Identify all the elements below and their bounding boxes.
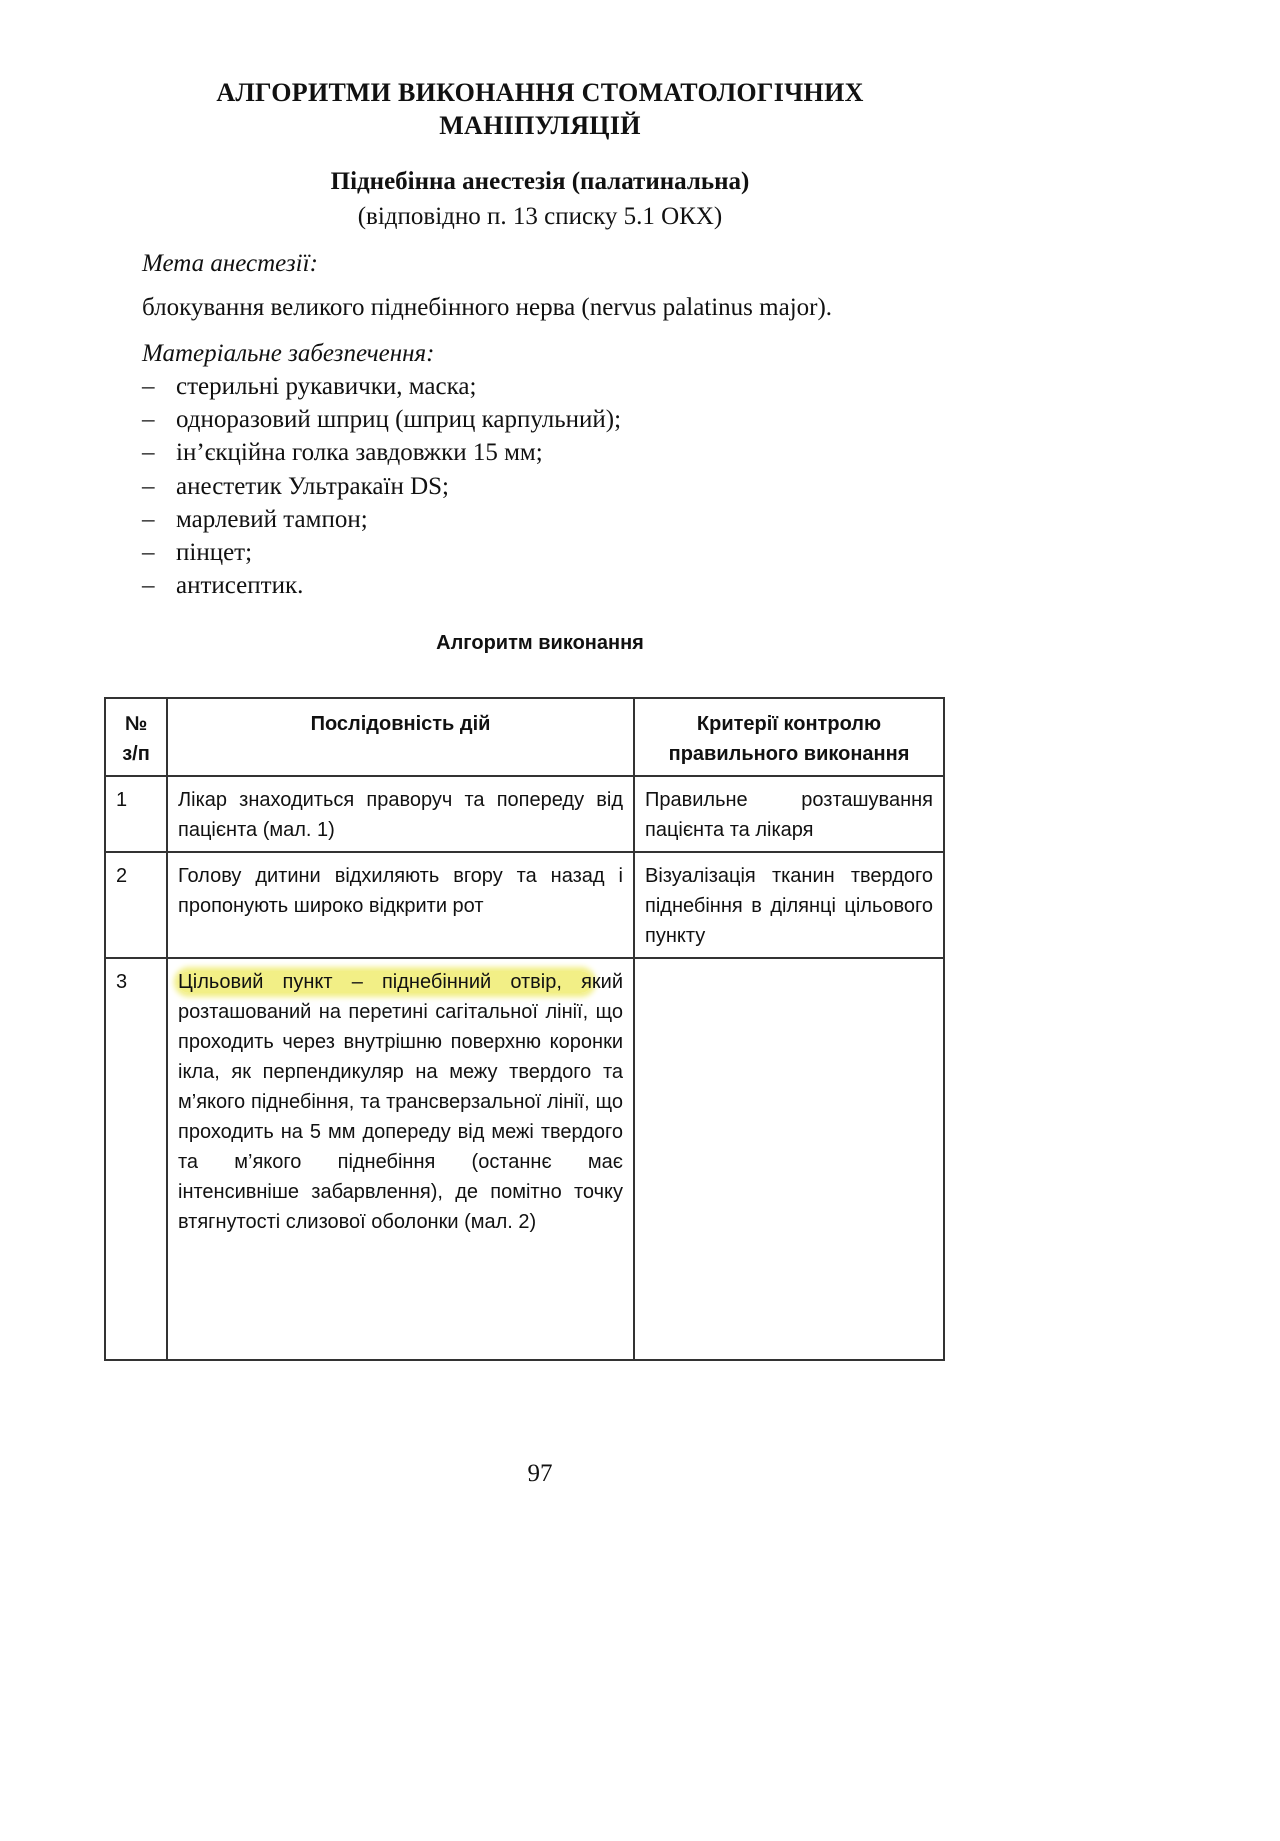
row-step: Голову дитини відхиляють вгору та назад і пропонують широко відкрити рот: [167, 852, 634, 958]
list-item: [142, 372, 621, 405]
row-step-rest: кий розташований на перетині сагітальної лінії, що проходить через внутрішню поверхню коронки ікла, як перпендикуляр на межу твердого та м’якого піднебіння, та трансверзальної лінії, що проходить на 5 мм допереду від межі твердого та м’якого піднебіння (останнє має інтенсивніше забарвлення), де помітно точку втягнутості слизової оболонки (мал. 2): [178, 971, 623, 1233]
list-item-text: марлевий тампон;: [176, 505, 368, 533]
header-criteria: Критерії контролю правильного виконання: [634, 698, 944, 776]
list-dash: –: [142, 406, 155, 434]
table-header-row: [105, 698, 944, 776]
row-step: [167, 958, 634, 1360]
row-criteria: [634, 958, 944, 1360]
list-item: [142, 505, 621, 538]
row-num: 1: [105, 776, 167, 852]
list-item: [142, 438, 621, 471]
page-title-line-2: МАНІПУЛЯЦІЙ: [439, 111, 641, 140]
goal-label: Мета анестезії:: [142, 250, 318, 277]
list-dash: –: [142, 439, 155, 467]
row-criteria: Правильне розташування пацієнта та лікаря: [634, 776, 944, 852]
goal-text: блокування великого піднебінного нерва (nervus palatinus major).: [142, 294, 833, 321]
list-item-text: одноразовий шприц (шприц карпульний);: [176, 406, 622, 434]
table-row: [105, 852, 944, 958]
list-item: [142, 538, 621, 571]
section-subtitle: Піднебінна анестезія (палатинальна): [330, 168, 750, 195]
reference-note: (відповідно п. 13 списку 5.1 ОКХ): [357, 203, 723, 230]
list-dash: –: [142, 538, 155, 566]
materials-list: [142, 372, 621, 604]
page-number: 97: [527, 1460, 553, 1487]
highlighted-text: Цільовий пункт – піднебінний отвір, я: [178, 971, 592, 993]
materials-label: Матеріальне забезпечення:: [142, 340, 435, 367]
list-dash: –: [142, 505, 155, 533]
list-dash: –: [142, 373, 155, 400]
list-item-text: пінцет;: [176, 538, 253, 566]
row-num: 3: [105, 958, 167, 1360]
row-num: 2: [105, 852, 167, 958]
row-step: Лікар знаходиться праворуч та попереду від пацієнта (мал. 1): [167, 776, 634, 852]
table-row: [105, 776, 944, 852]
table-row: [105, 958, 944, 1360]
header-num: № з/п: [105, 698, 167, 776]
list-item-text: ін’єкційна голка завдовжки 15 мм;: [176, 439, 543, 467]
row-criteria: Візуалізація тканин твердого піднебіння в ділянці цільового пункту: [634, 852, 944, 958]
list-dash: –: [142, 472, 155, 500]
algorithm-heading: Алгоритм виконання: [436, 632, 644, 654]
list-item: [142, 571, 621, 604]
list-dash: –: [142, 572, 155, 600]
list-item: [142, 472, 621, 505]
page-title-line-1: АЛГОРИТМИ ВИКОНАННЯ СТОМАТОЛОГІЧНИХ: [216, 78, 864, 107]
algorithm-table: [104, 697, 945, 1361]
page-title: [0, 76, 1080, 142]
list-item-text: анестетик Ультракаїн DS;: [176, 472, 449, 500]
list-item-text: стерильні рукавички, маска;: [176, 373, 477, 400]
list-item: [142, 405, 621, 438]
list-item-text: антисептик.: [176, 572, 304, 600]
header-steps: Послідовність дій: [167, 698, 634, 776]
